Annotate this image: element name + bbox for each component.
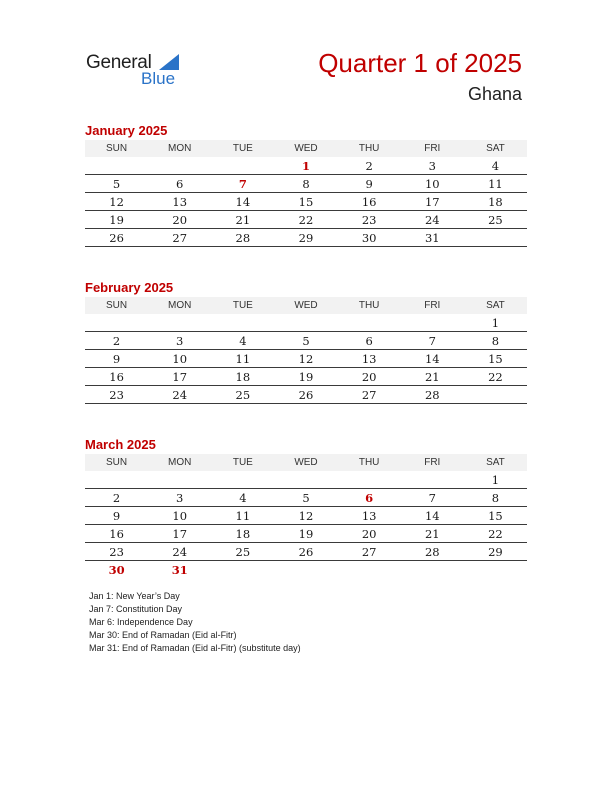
day-cell: 28 [401,386,464,404]
empty-day-cell [274,471,337,489]
week-row [85,561,527,579]
weekday-label: TUE [211,454,274,471]
month-march [85,436,527,578]
empty-day-cell [211,561,274,579]
day-cell: 26 [274,543,337,561]
calendar-grid [85,454,527,578]
empty-day-cell [148,314,211,332]
week-row [85,507,527,525]
week-row [85,386,527,404]
day-cell: 24 [401,211,464,229]
holiday-note: Jan 1: New Year’s Day [89,591,180,601]
day-cell: 1 [274,157,337,175]
day-cell: 13 [338,507,401,525]
day-cell: 19 [274,525,337,543]
empty-day-cell [464,561,527,579]
page-title: Quarter 1 of 2025 [318,48,522,78]
weekday-label: MON [148,140,211,157]
weekday-label: SUN [85,140,148,157]
day-cell: 5 [274,489,337,507]
day-cell: 8 [274,175,337,193]
day-cell: 2 [338,157,401,175]
day-cell: 19 [85,211,148,229]
day-cell: 2 [85,489,148,507]
day-cell: 7 [401,332,464,350]
month-january [85,122,527,247]
day-cell: 17 [401,193,464,211]
weekday-label: FRI [401,454,464,471]
weekday-label: SUN [85,297,148,314]
day-cell: 4 [464,157,527,175]
day-cell: 4 [211,489,274,507]
day-cell: 13 [338,350,401,368]
day-cell: 10 [148,507,211,525]
weekday-label: FRI [401,140,464,157]
day-cell: 9 [85,350,148,368]
calendar-grid [85,297,527,404]
month-february [85,279,527,404]
empty-day-cell [85,314,148,332]
weekday-label: SAT [464,454,527,471]
day-cell: 1 [464,471,527,489]
day-cell: 3 [401,157,464,175]
empty-day-cell [464,229,527,247]
day-cell: 26 [85,229,148,247]
day-cell: 20 [338,368,401,386]
day-cell: 1 [464,314,527,332]
week-row [85,543,527,561]
day-cell: 4 [211,332,274,350]
day-cell: 28 [401,543,464,561]
day-cell: 5 [85,175,148,193]
month-title: March 2025 [85,437,156,452]
holiday-notes [89,590,301,655]
day-cell: 5 [274,332,337,350]
day-cell: 6 [148,175,211,193]
week-row [85,489,527,507]
holiday-note: Mar 31: End of Ramadan (Eid al-Fitr) (substitute day) [89,643,301,653]
weekday-label: THU [338,454,401,471]
week-row [85,332,527,350]
day-cell: 7 [401,489,464,507]
day-cell: 9 [85,507,148,525]
day-cell: 3 [148,489,211,507]
day-cell: 27 [338,543,401,561]
day-cell: 28 [211,229,274,247]
day-cell: 10 [401,175,464,193]
calendar-grid [85,140,527,247]
day-cell: 26 [274,386,337,404]
day-cell: 23 [85,386,148,404]
day-cell: 22 [464,525,527,543]
weekday-label: MON [148,454,211,471]
day-cell: 19 [274,368,337,386]
day-cell: 29 [464,543,527,561]
day-cell: 16 [85,368,148,386]
day-cell: 25 [464,211,527,229]
day-cell: 14 [401,350,464,368]
week-row [85,368,527,386]
empty-day-cell [211,157,274,175]
weekday-label: MON [148,297,211,314]
empty-day-cell [401,314,464,332]
empty-day-cell [148,471,211,489]
day-cell: 24 [148,543,211,561]
day-cell: 9 [338,175,401,193]
logo-blue-text: Blue [141,69,176,88]
day-cell: 7 [211,175,274,193]
day-cell: 10 [148,350,211,368]
empty-day-cell [401,561,464,579]
day-cell: 15 [274,193,337,211]
day-cell: 17 [148,368,211,386]
day-cell: 12 [85,193,148,211]
weekday-header-row [85,140,527,157]
week-row [85,350,527,368]
day-cell: 21 [401,368,464,386]
empty-day-cell [401,471,464,489]
day-cell: 8 [464,489,527,507]
holiday-note: Mar 6: Independence Day [89,617,193,627]
day-cell: 29 [274,229,337,247]
weekday-label: WED [274,454,337,471]
weekday-label: WED [274,140,337,157]
week-row [85,229,527,247]
empty-day-cell [338,561,401,579]
day-cell: 24 [148,386,211,404]
weekday-label: TUE [211,297,274,314]
holiday-note: Jan 7: Constitution Day [89,604,183,614]
week-row [85,471,527,489]
weekday-label: WED [274,297,337,314]
logo-general-text: General [86,52,152,73]
day-cell: 21 [211,211,274,229]
empty-day-cell [338,471,401,489]
day-cell: 27 [338,386,401,404]
day-cell: 25 [211,386,274,404]
day-cell: 30 [338,229,401,247]
day-cell: 15 [464,507,527,525]
logo-triangle-icon [159,54,179,70]
day-cell: 14 [401,507,464,525]
empty-day-cell [85,157,148,175]
day-cell: 30 [108,562,125,577]
day-cell: 15 [464,350,527,368]
day-cell: 23 [338,211,401,229]
week-row [85,157,527,175]
day-cell: 3 [148,332,211,350]
week-row [85,211,527,229]
weekday-label: SAT [464,297,527,314]
day-cell: 6 [338,332,401,350]
country-name: Ghana [467,84,522,104]
weekday-label: FRI [401,297,464,314]
empty-day-cell [274,314,337,332]
week-row [85,175,527,193]
logo [86,52,196,92]
empty-day-cell [274,561,337,579]
day-cell: 31 [171,562,188,577]
day-cell: 17 [148,525,211,543]
day-cell: 14 [211,193,274,211]
weekday-label: THU [338,297,401,314]
day-cell: 18 [211,525,274,543]
day-cell: 18 [464,193,527,211]
day-cell: 2 [85,332,148,350]
day-cell: 12 [274,350,337,368]
day-cell: 11 [211,507,274,525]
day-cell: 23 [85,543,148,561]
day-cell: 16 [85,525,148,543]
day-cell: 21 [401,525,464,543]
day-cell: 27 [148,229,211,247]
empty-day-cell [85,471,148,489]
empty-day-cell [211,471,274,489]
day-cell: 25 [211,543,274,561]
day-cell: 12 [274,507,337,525]
day-cell: 8 [464,332,527,350]
holiday-note: Mar 30: End of Ramadan (Eid al-Fitr) [89,630,237,640]
day-cell: 20 [338,525,401,543]
day-cell: 13 [148,193,211,211]
day-cell: 6 [338,489,401,507]
day-cell: 11 [464,175,527,193]
month-title: February 2025 [85,280,174,295]
day-cell: 18 [211,368,274,386]
day-cell: 11 [211,350,274,368]
empty-day-cell [148,157,211,175]
weekday-header-row [85,297,527,314]
day-cell: 31 [401,229,464,247]
weekday-label: SUN [85,454,148,471]
weekday-label: THU [338,140,401,157]
day-cell: 22 [464,368,527,386]
empty-day-cell [211,314,274,332]
week-row [85,314,527,332]
week-row [85,193,527,211]
day-cell: 16 [338,193,401,211]
week-row [85,525,527,543]
month-title: January 2025 [85,123,168,138]
empty-day-cell [464,386,527,404]
day-cell: 22 [274,211,337,229]
day-cell: 20 [148,211,211,229]
weekday-label: SAT [464,140,527,157]
weekday-header-row [85,454,527,471]
empty-day-cell [338,314,401,332]
weekday-label: TUE [211,140,274,157]
